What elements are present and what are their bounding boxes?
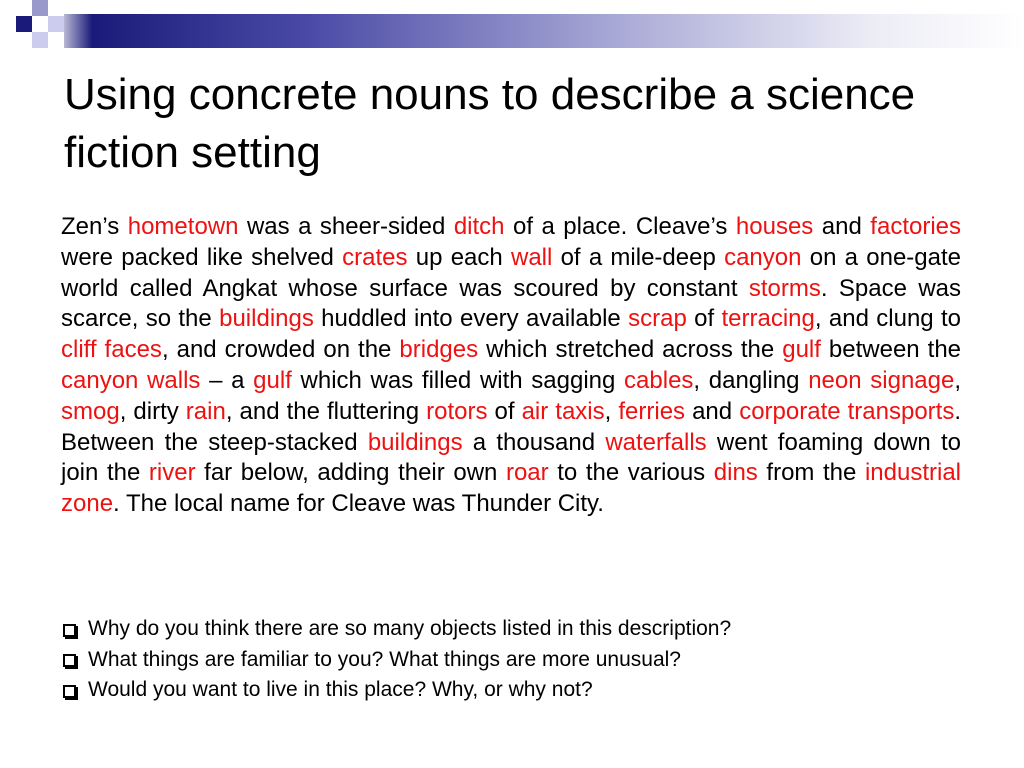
checkbox-bullet-icon [63,624,76,637]
paragraph-text: went foaming down to join the [61,428,962,487]
concrete-noun: bridges [399,336,479,364]
description-paragraph [61,212,961,520]
slide-title: Using concrete nouns to describe a science fiction setting [64,70,916,177]
question-text: What things are familiar to you? What things are more unusual? [88,647,681,671]
paragraph-text: of [686,305,722,333]
paragraph-text: . Space was scarce, so the [61,274,962,333]
paragraph-text: up each [407,243,511,271]
paragraph-text: , [604,397,619,425]
paragraph-text: which was filled with sagging [291,366,625,394]
concrete-noun: terracing [721,305,815,333]
paragraph-text: a thousand [462,428,606,456]
paragraph-text: , dangling [693,366,809,394]
concrete-noun: corporate transports [739,397,955,425]
concrete-noun: neon signage [808,366,955,394]
question-item [61,645,981,676]
concrete-noun: hometown [127,213,239,240]
question-text: Why do you think there are so many objects listed in this description? [88,617,732,640]
paragraph-text: , [954,366,962,394]
paragraph-text: . The local name for Cleave was Thunder City. [113,490,604,518]
paragraph-text: huddled into every available [313,305,629,333]
concrete-noun: rotors [426,397,488,425]
paragraph-text: which stretched across the [478,336,783,364]
paragraph-text: of a place. Cleave’s [504,213,736,240]
decorative-square [0,32,16,48]
concrete-noun: dins [713,459,758,487]
paragraph-text: and [813,213,871,240]
paragraph-text: – a [200,366,254,394]
paragraph-text: , and the fluttering [225,397,427,425]
paragraph-text: between the [820,336,962,364]
concrete-noun: ditch [453,213,505,240]
paragraph-text: of a mile-deep [552,243,725,271]
paragraph-text: on a one-gate world called Angkat whose surface was scoured by constant [61,243,961,302]
paragraph-text: and [685,397,740,425]
question-list [61,614,981,706]
question-text: Would you want to live in this place? Why, or why not? [88,678,593,701]
paragraph-text: from the [757,459,865,487]
decorative-square [48,16,64,32]
concrete-noun: river [148,459,196,487]
header-gradient-bar [0,0,1024,48]
concrete-noun: storms [748,274,821,302]
question-item [61,675,981,706]
paragraph-text: Zen’s [61,213,128,240]
concrete-noun: ferries [618,397,686,425]
concrete-noun: canyon [724,243,802,271]
concrete-noun: buildings [219,305,314,333]
paragraph-text: . Between the steep-stacked [61,397,962,456]
paragraph-text: , and clung to [814,305,962,333]
concrete-noun: waterfalls [605,428,707,456]
concrete-noun: gulf [782,336,821,364]
concrete-noun: canyon walls [61,366,201,394]
concrete-noun: buildings [367,428,463,456]
concrete-noun: crates [342,243,408,271]
paragraph-text: , dirty [119,397,186,425]
concrete-noun: factories [870,213,961,240]
concrete-noun: cliff faces [61,336,162,364]
checkbox-bullet-icon [63,685,76,698]
decorative-square [16,16,32,32]
decorative-square [32,32,48,48]
paragraph-text: to the various [548,459,714,487]
checkbox-bullet-icon [63,654,76,667]
concrete-noun: smog [61,397,120,425]
paragraph-text: of [487,397,522,425]
question-item [61,614,981,645]
concrete-noun: gulf [253,366,292,394]
paragraph-text: far below, adding their own [195,459,506,487]
concrete-noun: air taxis [521,397,605,425]
concrete-noun: roar [505,459,549,487]
concrete-noun: scrap [628,305,687,333]
paragraph-text: , and crowded on the [161,336,400,364]
concrete-noun: industrial zone [61,459,961,518]
concrete-noun: cables [624,366,694,394]
paragraph-text: were packed like shelved [61,243,343,271]
concrete-noun: rain [185,397,226,425]
decorative-square [32,0,48,16]
paragraph-text: was a sheer-sided [238,213,454,240]
concrete-noun: houses [735,213,814,240]
concrete-noun: wall [510,243,553,271]
